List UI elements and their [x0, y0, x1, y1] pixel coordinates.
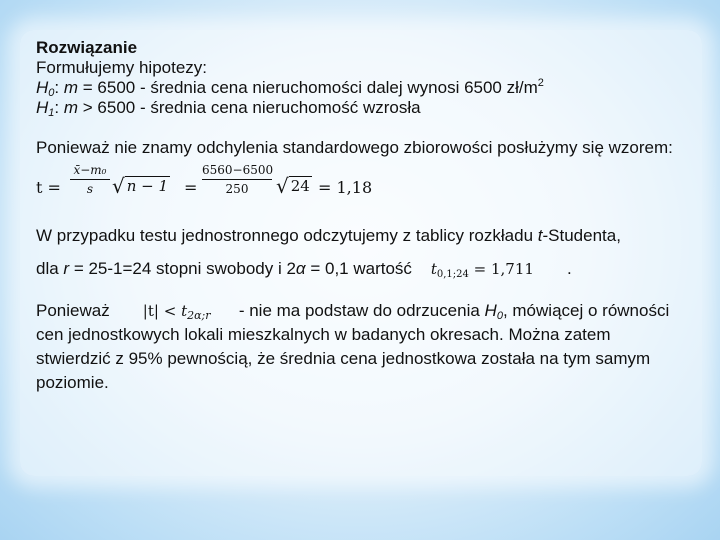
conclusion-line4: poziomie.: [36, 373, 109, 392]
h0-letter: H: [36, 78, 49, 97]
test-text-dla: dla: [36, 259, 64, 278]
test-text-df: = 25-1=24 stopni swobody i 2: [69, 259, 296, 278]
t-critical-subscript: 0,1;24: [436, 269, 469, 280]
t-critical-value: = 1,711: [473, 260, 534, 278]
test-t-italic: t: [537, 226, 543, 245]
std-paragraph: Ponieważ nie znamy odchylenia standardowego zbiorowości posłużymy się wzorem:: [36, 138, 673, 157]
h0-superscript: 2: [537, 77, 544, 89]
h0-m: m: [63, 78, 79, 97]
fraction-2-denominator: 250: [225, 182, 249, 196]
t-formula: [36, 158, 690, 210]
formula-fraction-2: [202, 162, 272, 197]
test-alpha: α: [295, 259, 306, 278]
formula-sqrt-1: √ n − 1: [112, 174, 169, 198]
fraction-2-numerator: 6560−6500: [202, 163, 274, 177]
conclusion-line1: [36, 301, 690, 321]
heading: Rozwiązanie: [36, 38, 138, 57]
sqrt-2-radicand: 24: [290, 177, 310, 195]
formula-equals: =: [184, 178, 198, 197]
hypothesis-h0: [36, 78, 690, 98]
h1-subscript: 1: [48, 107, 55, 119]
formula-fraction-1: [70, 162, 110, 197]
h1-letter: H: [36, 98, 49, 117]
test-text-2: -Studenta,: [542, 226, 621, 245]
conclusion-line3: stwierdzić z 95% pewnością, że średnia cena jednostkowa została na tym samym: [36, 349, 651, 368]
test-paragraph-line2: [36, 259, 690, 279]
conclusion-h0-subscript: 0: [496, 310, 503, 322]
fraction-1-numerator: x̄−m₀: [73, 163, 107, 177]
inequality: [143, 302, 211, 320]
inequality-lt: <: [163, 302, 177, 320]
h1-m: m: [63, 98, 79, 117]
conclusion-text-1: - nie ma podstaw do odrzucenia: [238, 301, 485, 320]
hypothesis-h1: [36, 98, 690, 118]
inequality-t: t: [181, 302, 188, 320]
t-critical-symbol: t: [430, 260, 437, 278]
conclusion-text-2: , mówiącej o równości: [502, 301, 670, 320]
inequality-abs-t: |t|: [142, 302, 159, 320]
fraction-1-denominator: s: [86, 182, 94, 196]
conclusion-h0-letter: H: [484, 301, 497, 320]
conclusion-line2: cen jednostkowych lokali mieszkalnych w badanych okresach. Można zatem: [36, 325, 611, 344]
test-text-1: W przypadku testu jednostronnego odczytujemy z tablicy rozkładu: [36, 226, 538, 245]
formula-t: t =: [36, 178, 61, 197]
h1-body: > 6500 - średnia cena nieruchomość wzrosła: [78, 98, 421, 117]
h0-subscript: 0: [48, 87, 55, 99]
formula-sqrt-2: √ 24: [276, 174, 310, 198]
h1-colon: :: [54, 98, 60, 117]
h0-colon: :: [54, 78, 60, 97]
hypotheses-intro: Formułujemy hipotezy:: [36, 58, 208, 77]
slide-content: [36, 38, 690, 393]
test-r-italic: r: [63, 259, 70, 278]
inequality-subscript: 2α;r: [187, 309, 211, 322]
t-critical: [431, 260, 534, 278]
test-paragraph-line1: [36, 226, 690, 246]
test-period: .: [567, 259, 572, 278]
test-text-wartosc: = 0,1 wartość: [305, 259, 412, 278]
formula-result: = 1,18: [318, 178, 373, 197]
conclusion-lead: Ponieważ: [36, 301, 110, 320]
h0-body: = 6500 - średnia cena nieruchomości dalej wynosi 6500 zł/m: [78, 78, 538, 97]
sqrt-1-radicand: n − 1: [126, 177, 169, 195]
